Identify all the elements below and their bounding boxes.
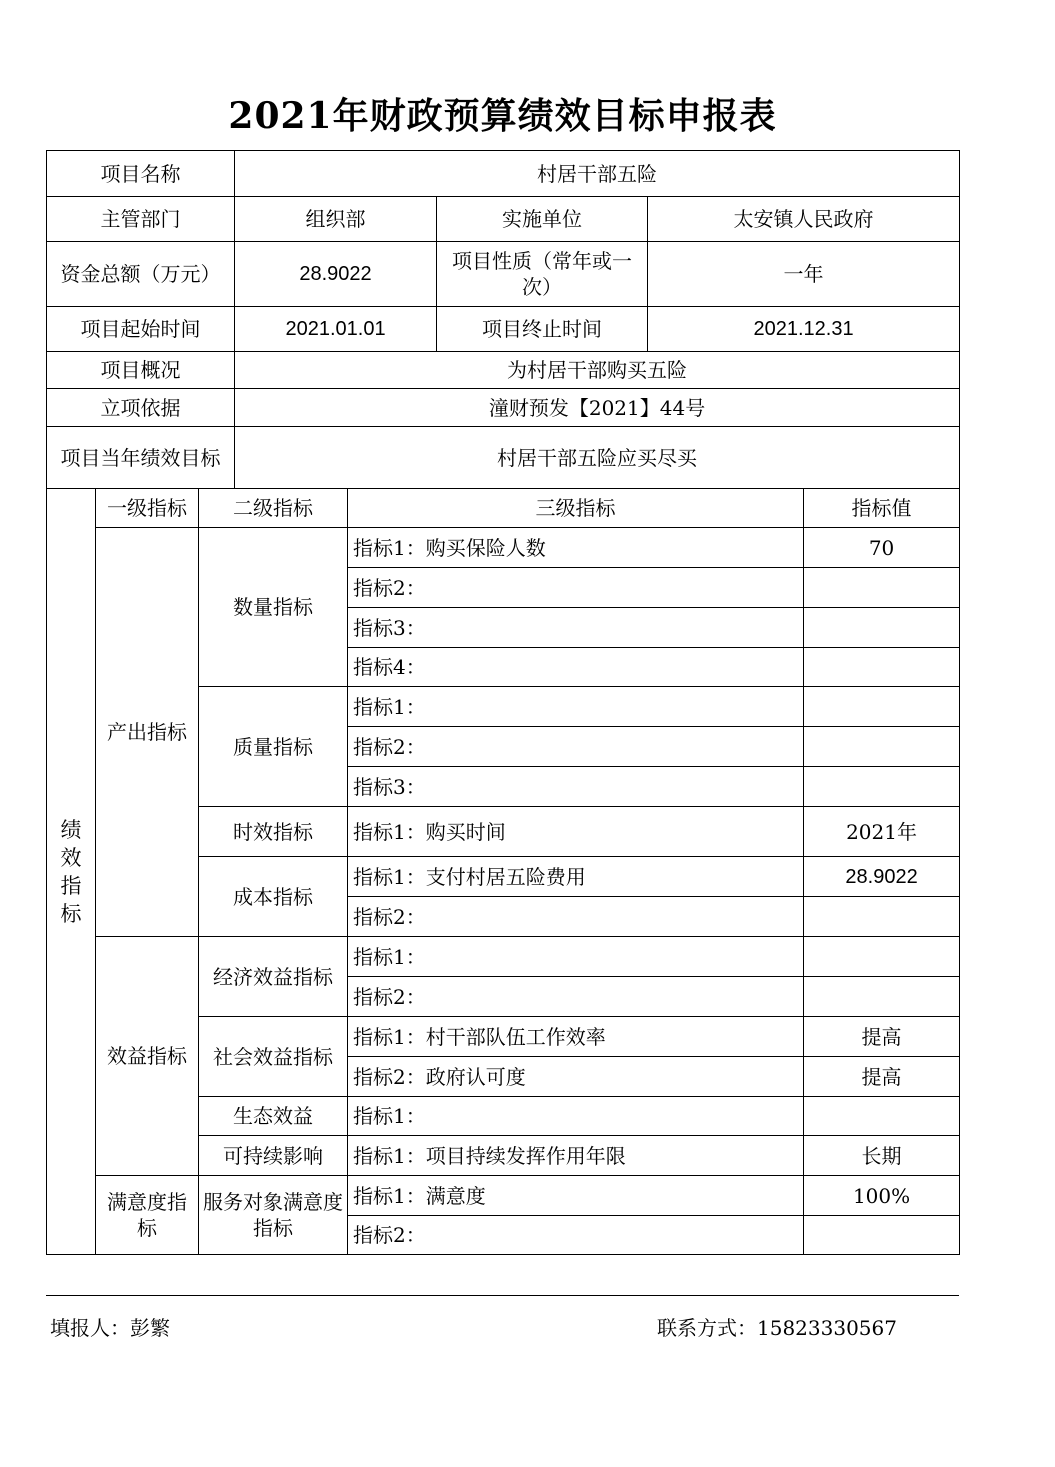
goal-value: 村居干部五险应买尽买 (235, 427, 960, 489)
indicator-value: 提高 (804, 1057, 960, 1097)
contact-info: 联系方式：15823330567 (657, 1316, 897, 1340)
overview-label: 项目概况 (47, 352, 235, 389)
dept-row (47, 197, 960, 242)
level1-output: 产出指标 (96, 528, 199, 937)
project-name-value: 村居干部五险 (235, 151, 960, 197)
indicator-value (804, 767, 960, 807)
project-name-row (47, 151, 960, 197)
indicator-value (804, 727, 960, 767)
basis-label: 立项依据 (47, 389, 235, 427)
level2-quantity: 数量指标 (199, 528, 348, 687)
indicator-name: 指标1：项目持续发挥作用年限 (348, 1136, 804, 1176)
funds-row (47, 242, 960, 307)
end-label: 项目终止时间 (437, 307, 648, 352)
level1-satisfaction: 满意度指标 (96, 1176, 199, 1255)
indicator-name: 指标4： (348, 648, 804, 687)
indicator-value: 提高 (804, 1017, 960, 1057)
start-value: 2021.01.01 (235, 307, 437, 352)
table-row (47, 937, 960, 977)
basis-row (47, 389, 960, 427)
level2-timeliness: 时效指标 (199, 807, 348, 857)
table-row (47, 528, 960, 568)
level2-service-satisfaction: 服务对象满意度指标 (199, 1176, 348, 1255)
level2-social: 社会效益指标 (199, 1017, 348, 1097)
budget-form-table (46, 150, 960, 1255)
indicator-value (804, 977, 960, 1017)
indicator-name: 指标2： (348, 977, 804, 1017)
overview-row (47, 352, 960, 389)
indicator-name: 指标1： (348, 1097, 804, 1136)
indicator-name: 指标2：政府认可度 (348, 1057, 804, 1097)
indicator-name: 指标1：村干部队伍工作效率 (348, 1017, 804, 1057)
dept-value: 组织部 (235, 197, 437, 242)
level2-quality: 质量指标 (199, 687, 348, 807)
header-level1: 一级指标 (96, 489, 199, 528)
header-value: 指标值 (804, 489, 960, 528)
unit-label: 实施单位 (437, 197, 648, 242)
indicator-name: 指标1：满意度 (348, 1176, 804, 1216)
indicator-name: 指标1： (348, 687, 804, 727)
indicator-value (804, 897, 960, 937)
level2-cost: 成本指标 (199, 857, 348, 937)
level1-benefit: 效益指标 (96, 937, 199, 1176)
level2-ecological: 生态效益 (199, 1097, 348, 1136)
indicator-name: 指标2： (348, 1216, 804, 1255)
indicator-value: 70 (804, 528, 960, 568)
funds-value: 28.9022 (235, 242, 437, 307)
overview-value: 为村居干部购买五险 (235, 352, 960, 389)
performance-indicators-label: 绩效指标 (47, 489, 96, 1255)
indicator-value (804, 687, 960, 727)
funds-label: 资金总额（万元） (47, 242, 235, 307)
level2-economic: 经济效益指标 (199, 937, 348, 1017)
goal-row (47, 427, 960, 489)
footer-divider (46, 1295, 959, 1296)
form-title: 2021年财政预算绩效目标申报表 (228, 95, 777, 137)
indicator-value: 2021年 (804, 807, 960, 857)
indicator-name: 指标2： (348, 727, 804, 767)
nature-value: 一年 (648, 242, 960, 307)
indicator-name: 指标3： (348, 767, 804, 807)
start-label: 项目起始时间 (47, 307, 235, 352)
indicator-name: 指标1：购买时间 (348, 807, 804, 857)
basis-value: 潼财预发【2021】44号 (235, 389, 960, 427)
goal-label: 项目当年绩效目标 (47, 427, 235, 489)
header-level3: 三级指标 (348, 489, 804, 528)
indicator-value (804, 648, 960, 687)
indicator-value: 长期 (804, 1136, 960, 1176)
header-level2: 二级指标 (199, 489, 348, 528)
unit-value: 太安镇人民政府 (648, 197, 960, 242)
indicator-name: 指标1： (348, 937, 804, 977)
end-value: 2021.12.31 (648, 307, 960, 352)
table-row (47, 1176, 960, 1216)
indicator-value: 100% (804, 1176, 960, 1216)
nature-label: 项目性质（常年或一次） (437, 242, 648, 307)
indicator-header-row (47, 489, 960, 528)
indicator-value (804, 1097, 960, 1136)
indicator-name: 指标1：购买保险人数 (348, 528, 804, 568)
indicator-value (804, 568, 960, 608)
filler-name: 填报人：彭繁 (50, 1316, 170, 1340)
indicator-value (804, 1216, 960, 1255)
indicator-value: 28.9022 (804, 857, 960, 897)
dept-label: 主管部门 (47, 197, 235, 242)
level2-sustainable: 可持续影响 (199, 1136, 348, 1176)
period-row (47, 307, 960, 352)
project-name-label: 项目名称 (47, 151, 235, 197)
indicator-value (804, 608, 960, 648)
indicator-name: 指标2： (348, 568, 804, 608)
indicator-name: 指标3： (348, 608, 804, 648)
indicator-name: 指标2： (348, 897, 804, 937)
indicator-name: 指标1：支付村居五险费用 (348, 857, 804, 897)
indicator-value (804, 937, 960, 977)
